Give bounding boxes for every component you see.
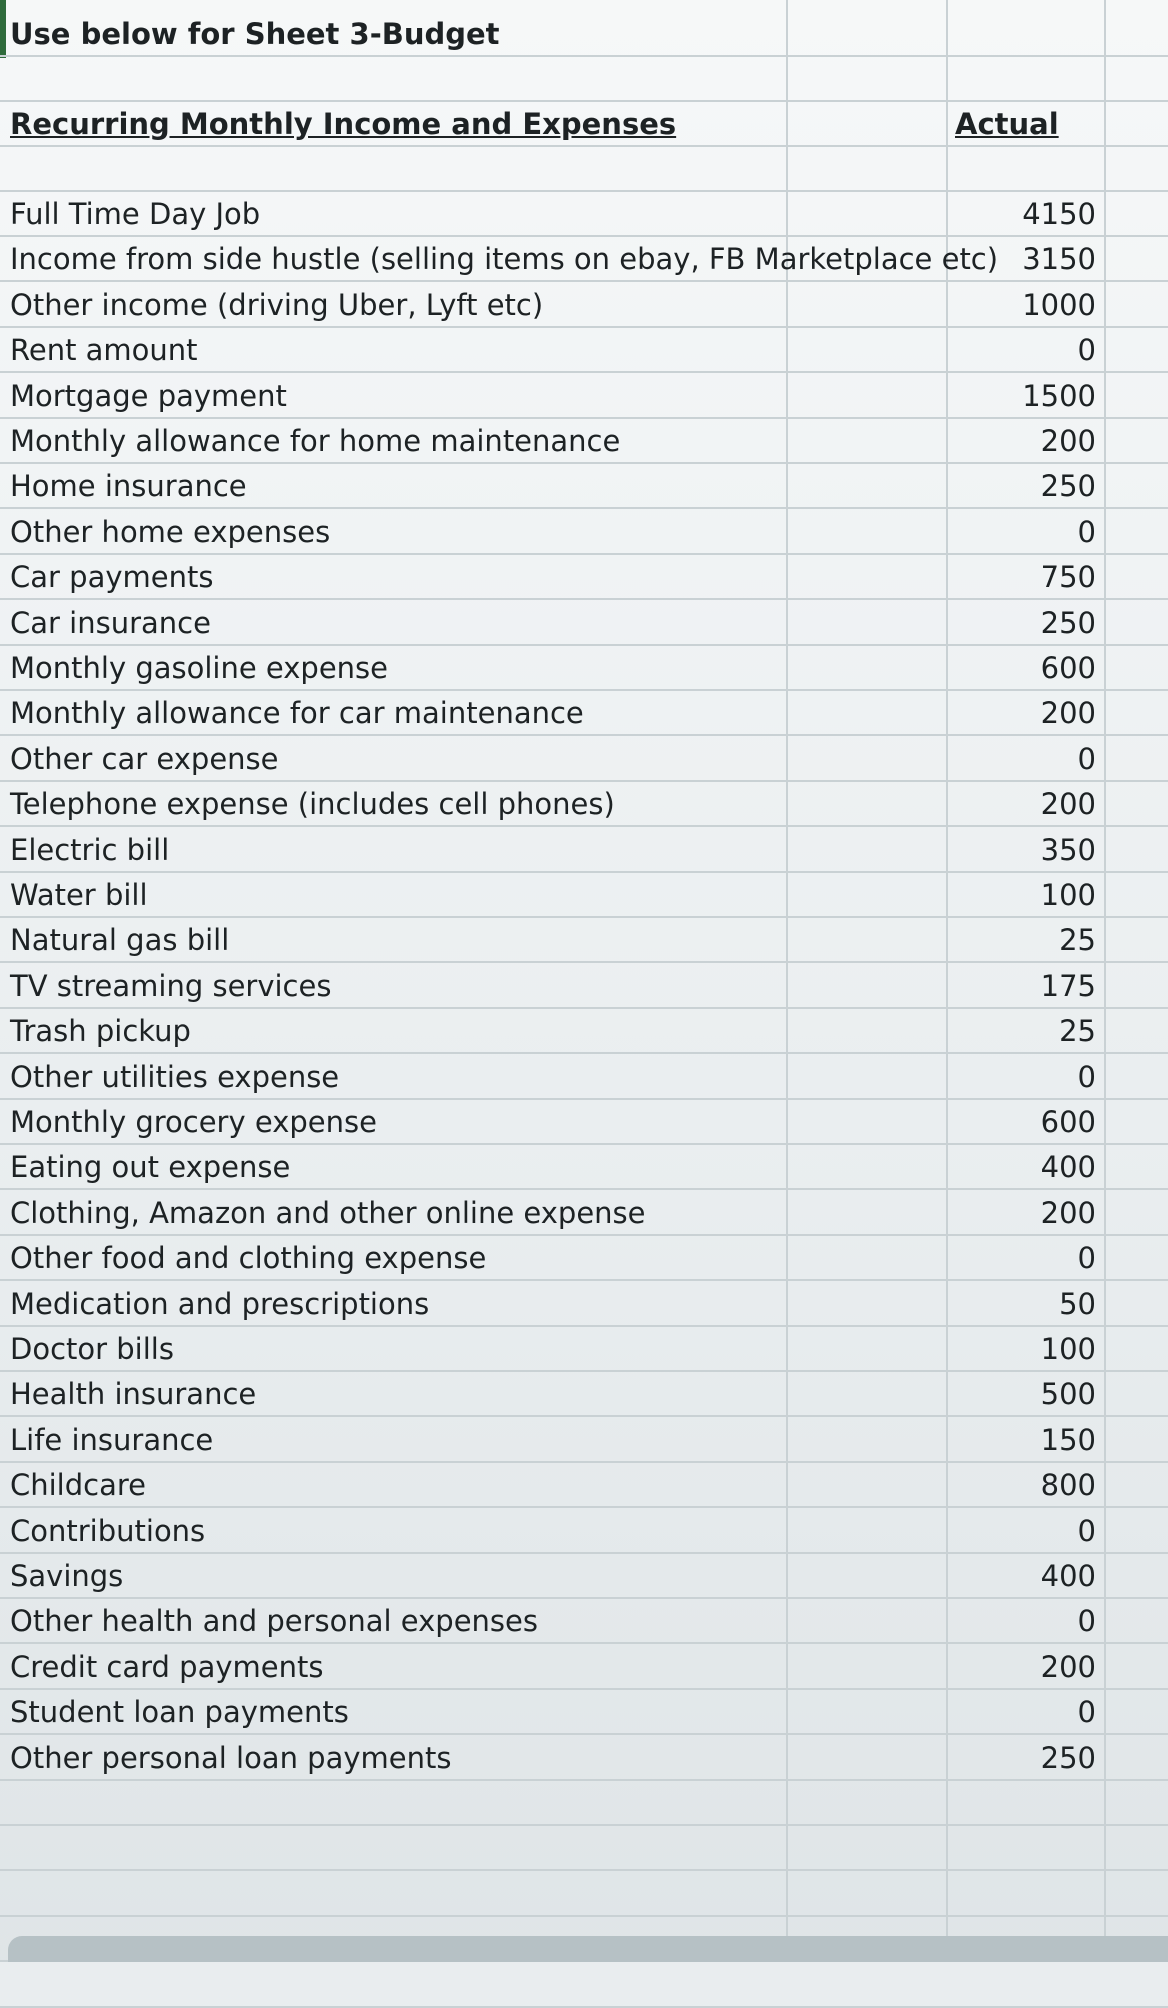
table-row[interactable] <box>0 737 1168 782</box>
row-value: 200 <box>1040 1649 1096 1684</box>
row-value: 250 <box>1040 1740 1096 1775</box>
row-label: Health insurance <box>10 1377 257 1412</box>
table-row[interactable] <box>0 1690 1168 1735</box>
row-value: 1500 <box>1022 378 1096 413</box>
row-label: Rent amount <box>10 333 198 368</box>
row-value: 0 <box>1077 1241 1096 1276</box>
row-label: Contributions <box>10 1513 206 1548</box>
row-value: 800 <box>1040 1468 1096 1503</box>
table-row[interactable] <box>0 918 1168 963</box>
table-row[interactable] <box>0 192 1168 237</box>
row-value: 0 <box>1077 1513 1096 1548</box>
table-row[interactable] <box>0 1100 1168 1145</box>
row-label: Other health and personal expenses <box>10 1604 538 1639</box>
row-value: 350 <box>1040 832 1096 867</box>
table-row[interactable] <box>0 1599 1168 1644</box>
table-row[interactable] <box>0 1145 1168 1190</box>
row-value: 175 <box>1040 968 1096 1003</box>
row-label: Doctor bills <box>10 1332 174 1366</box>
row-value: 100 <box>1040 1332 1096 1366</box>
row-label: Full Time Day Job <box>10 197 261 231</box>
row-label: Monthly allowance for home maintenance <box>10 424 621 458</box>
row-value: 600 <box>1040 1105 1096 1139</box>
table-row[interactable] <box>0 1191 1168 1236</box>
row-value: 750 <box>1040 560 1096 595</box>
table-row[interactable] <box>0 601 1168 646</box>
row-label: Childcare <box>10 1468 146 1503</box>
row-label: Trash pickup <box>10 1014 191 1049</box>
row-label: Other home expenses <box>10 514 331 549</box>
row-label: Monthly allowance for car maintenance <box>10 696 584 731</box>
row-label: Other personal loan payments <box>10 1740 452 1775</box>
table-row[interactable] <box>0 646 1168 691</box>
row-label: Natural gas bill <box>10 923 230 958</box>
row-label: Car payments <box>10 560 214 595</box>
row-value: 1000 <box>1022 287 1096 322</box>
horizontal-scrollbar[interactable] <box>8 1936 1168 1962</box>
row-label: Other income (driving Uber, Lyft etc) <box>10 287 544 322</box>
table-row[interactable] <box>0 1645 1168 1690</box>
table-row[interactable] <box>0 237 1168 282</box>
row-value: 150 <box>1040 1422 1096 1457</box>
row-label: Other food and clothing expense <box>10 1241 487 1276</box>
row-value: 200 <box>1040 424 1096 458</box>
blank-row[interactable] <box>0 1963 1168 2008</box>
sheet-title: Use below for Sheet 3-Budget <box>10 17 500 51</box>
table-row[interactable] <box>0 328 1168 373</box>
table-row[interactable] <box>0 1463 1168 1508</box>
row-value: 0 <box>1077 741 1096 776</box>
row-value: 0 <box>1077 1695 1096 1730</box>
row-label: Car insurance <box>10 605 211 640</box>
row-value: 25 <box>1059 923 1096 958</box>
table-row[interactable] <box>0 1509 1168 1554</box>
table-row[interactable] <box>0 1236 1168 1281</box>
row-label: Telephone expense (includes cell phones) <box>10 787 615 822</box>
row-value: 400 <box>1040 1150 1096 1185</box>
table-row[interactable] <box>0 419 1168 464</box>
table-row[interactable] <box>0 782 1168 827</box>
row-value: 250 <box>1040 469 1096 504</box>
title-row[interactable] <box>0 12 1168 57</box>
row-label: Other car expense <box>10 741 279 776</box>
row-label: Home insurance <box>10 469 247 504</box>
row-value: 200 <box>1040 1195 1096 1230</box>
table-row[interactable] <box>0 1055 1168 1100</box>
blank-row[interactable] <box>0 57 1168 102</box>
table-row[interactable] <box>0 555 1168 600</box>
blank-row[interactable] <box>0 147 1168 192</box>
table-row[interactable] <box>0 1282 1168 1327</box>
row-value: 4150 <box>1022 197 1096 231</box>
row-value: 0 <box>1077 333 1096 368</box>
header-row[interactable] <box>0 102 1168 147</box>
table-row[interactable] <box>0 374 1168 419</box>
row-value: 0 <box>1077 1059 1096 1094</box>
row-value: 250 <box>1040 605 1096 640</box>
row-label: Monthly grocery expense <box>10 1105 377 1139</box>
row-label: Clothing, Amazon and other online expense <box>10 1195 646 1230</box>
table-row[interactable] <box>0 283 1168 328</box>
table-row[interactable] <box>0 873 1168 918</box>
row-value: 50 <box>1059 1286 1096 1321</box>
row-label: Water bill <box>10 878 148 912</box>
row-value: 100 <box>1040 878 1096 912</box>
row-label: Other utilities expense <box>10 1059 340 1094</box>
table-row[interactable] <box>0 1418 1168 1463</box>
row-label: Student loan payments <box>10 1695 349 1730</box>
row-label: Electric bill <box>10 832 170 867</box>
table-row[interactable] <box>0 1327 1168 1372</box>
table-row[interactable] <box>0 1736 1168 1781</box>
table-row[interactable] <box>0 828 1168 873</box>
row-value: 3150 <box>1022 242 1096 277</box>
row-label: Eating out expense <box>10 1150 291 1185</box>
row-value: 0 <box>1077 1604 1096 1639</box>
table-row[interactable] <box>0 464 1168 509</box>
row-label: TV streaming services <box>10 968 332 1003</box>
row-label: Monthly gasoline expense <box>10 651 388 685</box>
row-value: 500 <box>1040 1377 1096 1412</box>
row-value: 600 <box>1040 651 1096 685</box>
table-row[interactable] <box>0 1554 1168 1599</box>
blank-row[interactable] <box>0 1872 1168 1917</box>
row-value: 200 <box>1040 787 1096 822</box>
blank-row[interactable] <box>0 1781 1168 1826</box>
table-row[interactable] <box>0 1372 1168 1417</box>
row-label: Medication and prescriptions <box>10 1286 430 1321</box>
row-value: 200 <box>1040 696 1096 731</box>
table-row[interactable] <box>0 964 1168 1009</box>
header-actual: Actual <box>955 107 1059 141</box>
row-label: Credit card payments <box>10 1649 324 1684</box>
blank-row[interactable] <box>0 1826 1168 1871</box>
row-label: Life insurance <box>10 1422 214 1457</box>
row-value: 400 <box>1040 1559 1096 1593</box>
table-row[interactable] <box>0 510 1168 555</box>
table-row[interactable] <box>0 691 1168 736</box>
header-label: Recurring Monthly Income and Expenses <box>10 107 677 141</box>
row-value: 0 <box>1077 514 1096 549</box>
row-label: Income from side hustle (selling items on ebay, FB Marketplace etc) <box>10 242 999 277</box>
row-label: Mortgage payment <box>10 378 287 413</box>
table-row[interactable] <box>0 1009 1168 1054</box>
row-label: Savings <box>10 1559 124 1593</box>
row-value: 25 <box>1059 1014 1096 1049</box>
